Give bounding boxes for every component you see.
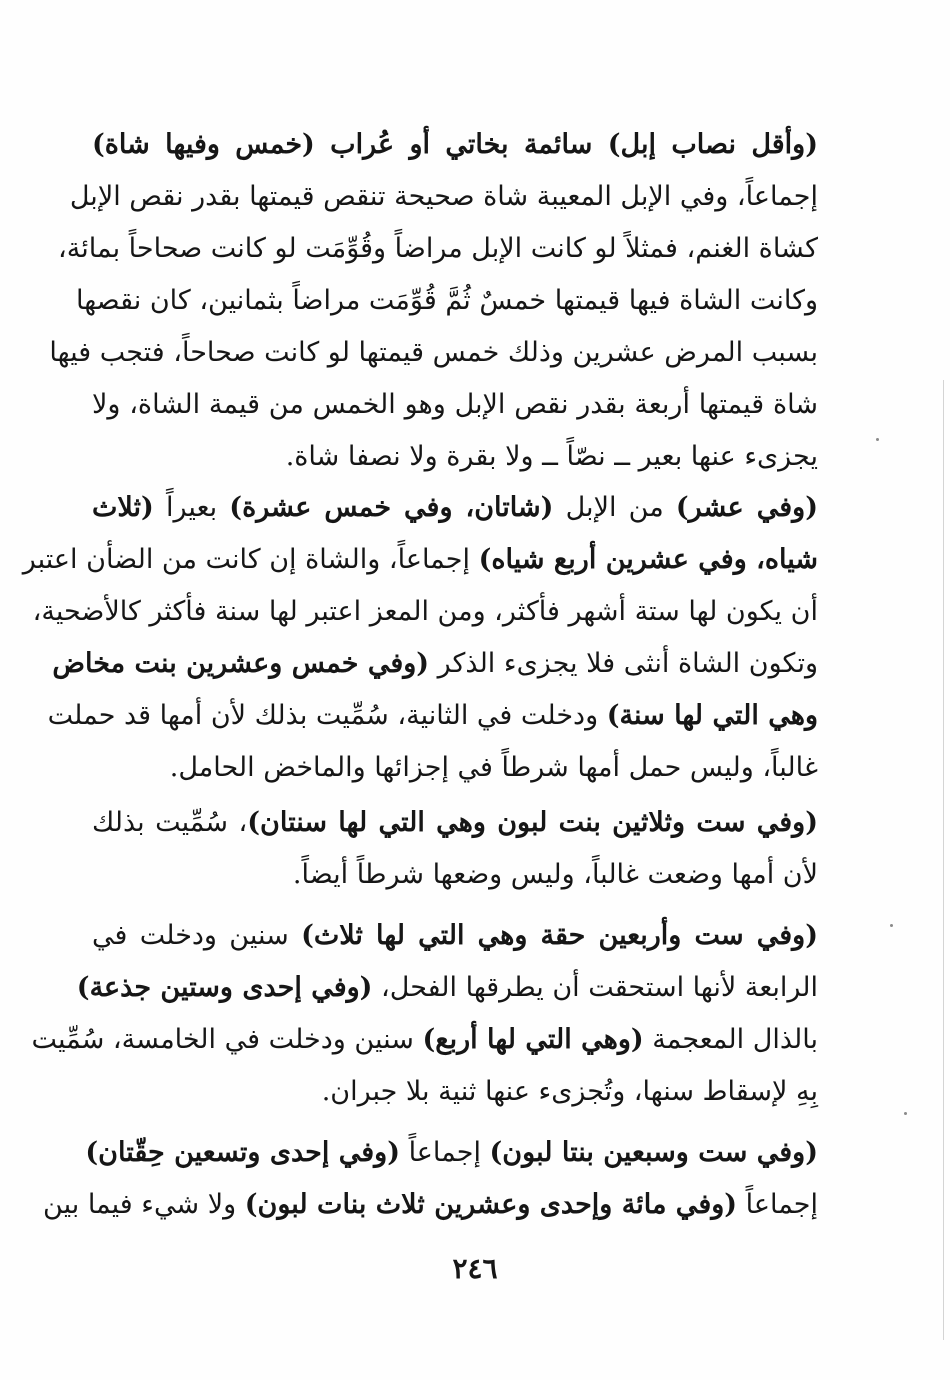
sharh-text-segment: سنين ودخلت في الخامسة، سُمِّيت: [31, 1024, 423, 1055]
sharh-text-segment: إجماعاً، والشاة إن كانت من الضأن اعتبر: [22, 544, 479, 575]
scan-speck: [876, 438, 879, 441]
sharh-text-segment: بسبب المرض عشرين وذلك خمس قيمتها لو كانت صحاحاً، فتجب فيها: [49, 337, 818, 368]
sharh-text-segment: من الإبل: [553, 492, 676, 523]
paragraph-4: [31, 910, 818, 1118]
matn-text-segment: (وفي إحدى وتسعين حِقّتان): [85, 1137, 400, 1168]
matn-text-segment: (وفي مائة وإحدى وعشرين ثلاث بنات لبون): [244, 1189, 738, 1220]
text-line: [92, 379, 818, 431]
paragraph-3: [92, 797, 818, 901]
sharh-text-segment: وتكون الشاة أنثى فلا يجزىء الذكر: [429, 648, 818, 679]
matn-text-segment: شياه، وفي عشرين أربع شياه): [478, 544, 818, 575]
matn-text-segment: (شاتان، وفي خمس عشرة): [229, 492, 554, 523]
matn-text-segment: (وفي ست وأربعين حقة وهي التي لها ثلاث): [301, 920, 818, 951]
matn-text-segment: (ثلاث: [92, 492, 154, 523]
sharh-text-segment: إجماعاً: [400, 1137, 490, 1168]
paragraph-5: [43, 1127, 818, 1231]
scan-speck: [890, 924, 893, 927]
sharh-text-segment: إجماعاً، وفي الإبل المعيبة شاة صحيحة تنقص قيمتها بقدر نقص الإبل: [69, 181, 818, 212]
sharh-text-segment: إجماعاً: [737, 1189, 818, 1220]
sharh-text-segment: الرابعة لأنها استحقت أن يطرقها الفحل،: [372, 972, 818, 1003]
text-line: [92, 742, 818, 794]
sharh-text-segment: بالذال المعجمة: [643, 1024, 818, 1055]
matn-text-segment: وهي التي لها سنة): [606, 700, 818, 731]
text-line: [22, 534, 818, 586]
sharh-text-segment: ، سُمِّيت بذلك: [92, 807, 248, 838]
sharh-text-segment: شاة قيمتها أربعة بقدر نقص الإبل وهو الخمس من قيمة الشاة، ولا: [92, 389, 818, 420]
text-line: [43, 1179, 818, 1231]
scan-edge-line: [943, 380, 944, 1340]
paragraph-1: [49, 119, 818, 483]
text-line: [85, 1127, 818, 1179]
text-line: [92, 1066, 818, 1118]
matn-text-segment: (وفي خمس وعشرين بنت مخاض: [52, 648, 430, 679]
text-line: [92, 910, 818, 962]
sharh-text-segment: بِهِ لإسقاط سنها، وتُجزىء عنها ثنية بلا جبران.: [321, 1076, 818, 1107]
text-line: [92, 797, 818, 849]
matn-text-segment: (وفي عشر): [675, 492, 818, 523]
sharh-text-segment: أن يكون لها ستة أشهر فأكثر، ومن المعز اعتبر لها سنة فأكثر كالأضحية،: [32, 596, 818, 627]
sharh-text-segment: يجزىء عنها بعير ــ نصّاً ــ ولا بقرة ولا نصفا شاة.: [285, 441, 818, 472]
text-line: [47, 690, 818, 742]
matn-text-segment: (وأقل نصاب إبل) سائمة بخاتي أو عُراب (خمس وفيها شاة): [92, 129, 818, 160]
sharh-text-segment: غالباً، وليس حمل أمها شرطاً في إجزائها والماخض الحامل.: [169, 752, 818, 783]
matn-text-segment: (وفي إحدى وستين جذعة): [76, 972, 373, 1003]
text-line: [92, 119, 818, 171]
paragraph-2: [22, 482, 818, 794]
sharh-text-segment: لأن أمها وضعت غالباً، وليس وضعها شرطاً أيضاً.: [292, 859, 818, 890]
scan-speck: [904, 1112, 907, 1115]
sharh-text-segment: وكانت الشاة فيها قيمتها خمسٌ ثُمَّ قُوِّمَت مراضاً بثمانين، كان نقصها: [75, 285, 818, 316]
sharh-text-segment: ولا شيء فيما بين: [43, 1189, 245, 1220]
sharh-text-segment: سنين ودخلت في: [92, 920, 302, 951]
text-line: [52, 638, 818, 690]
matn-text-segment: (وفي ست وثلاثين بنت لبون وهي التي لها سنتان): [247, 807, 818, 838]
text-line: [49, 327, 818, 379]
matn-text-segment: (وهي التي لها أربع): [422, 1024, 644, 1055]
text-line: [31, 1014, 818, 1066]
text-line: [76, 962, 818, 1014]
text-line: [92, 482, 818, 534]
page-number: ٢٤٦: [452, 1252, 498, 1285]
sharh-text-segment: بعيراً: [153, 492, 230, 523]
text-line: [58, 223, 818, 275]
text-line: [69, 171, 818, 223]
text-line: [32, 586, 818, 638]
sharh-text-segment: ودخلت في الثانية، سُمِّيت بذلك لأن أمها قد حملت: [47, 700, 607, 731]
sharh-text-segment: كشاة الغنم، فمثلاً لو كانت الإبل مراضاً وقُوِّمَت لو كانت صحاحاً بمائة،: [58, 233, 818, 264]
text-line: [92, 431, 818, 483]
text-line: [92, 849, 818, 901]
matn-text-segment: (وفي ست وسبعين بنتا لبون): [489, 1137, 818, 1168]
text-line: [75, 275, 818, 327]
